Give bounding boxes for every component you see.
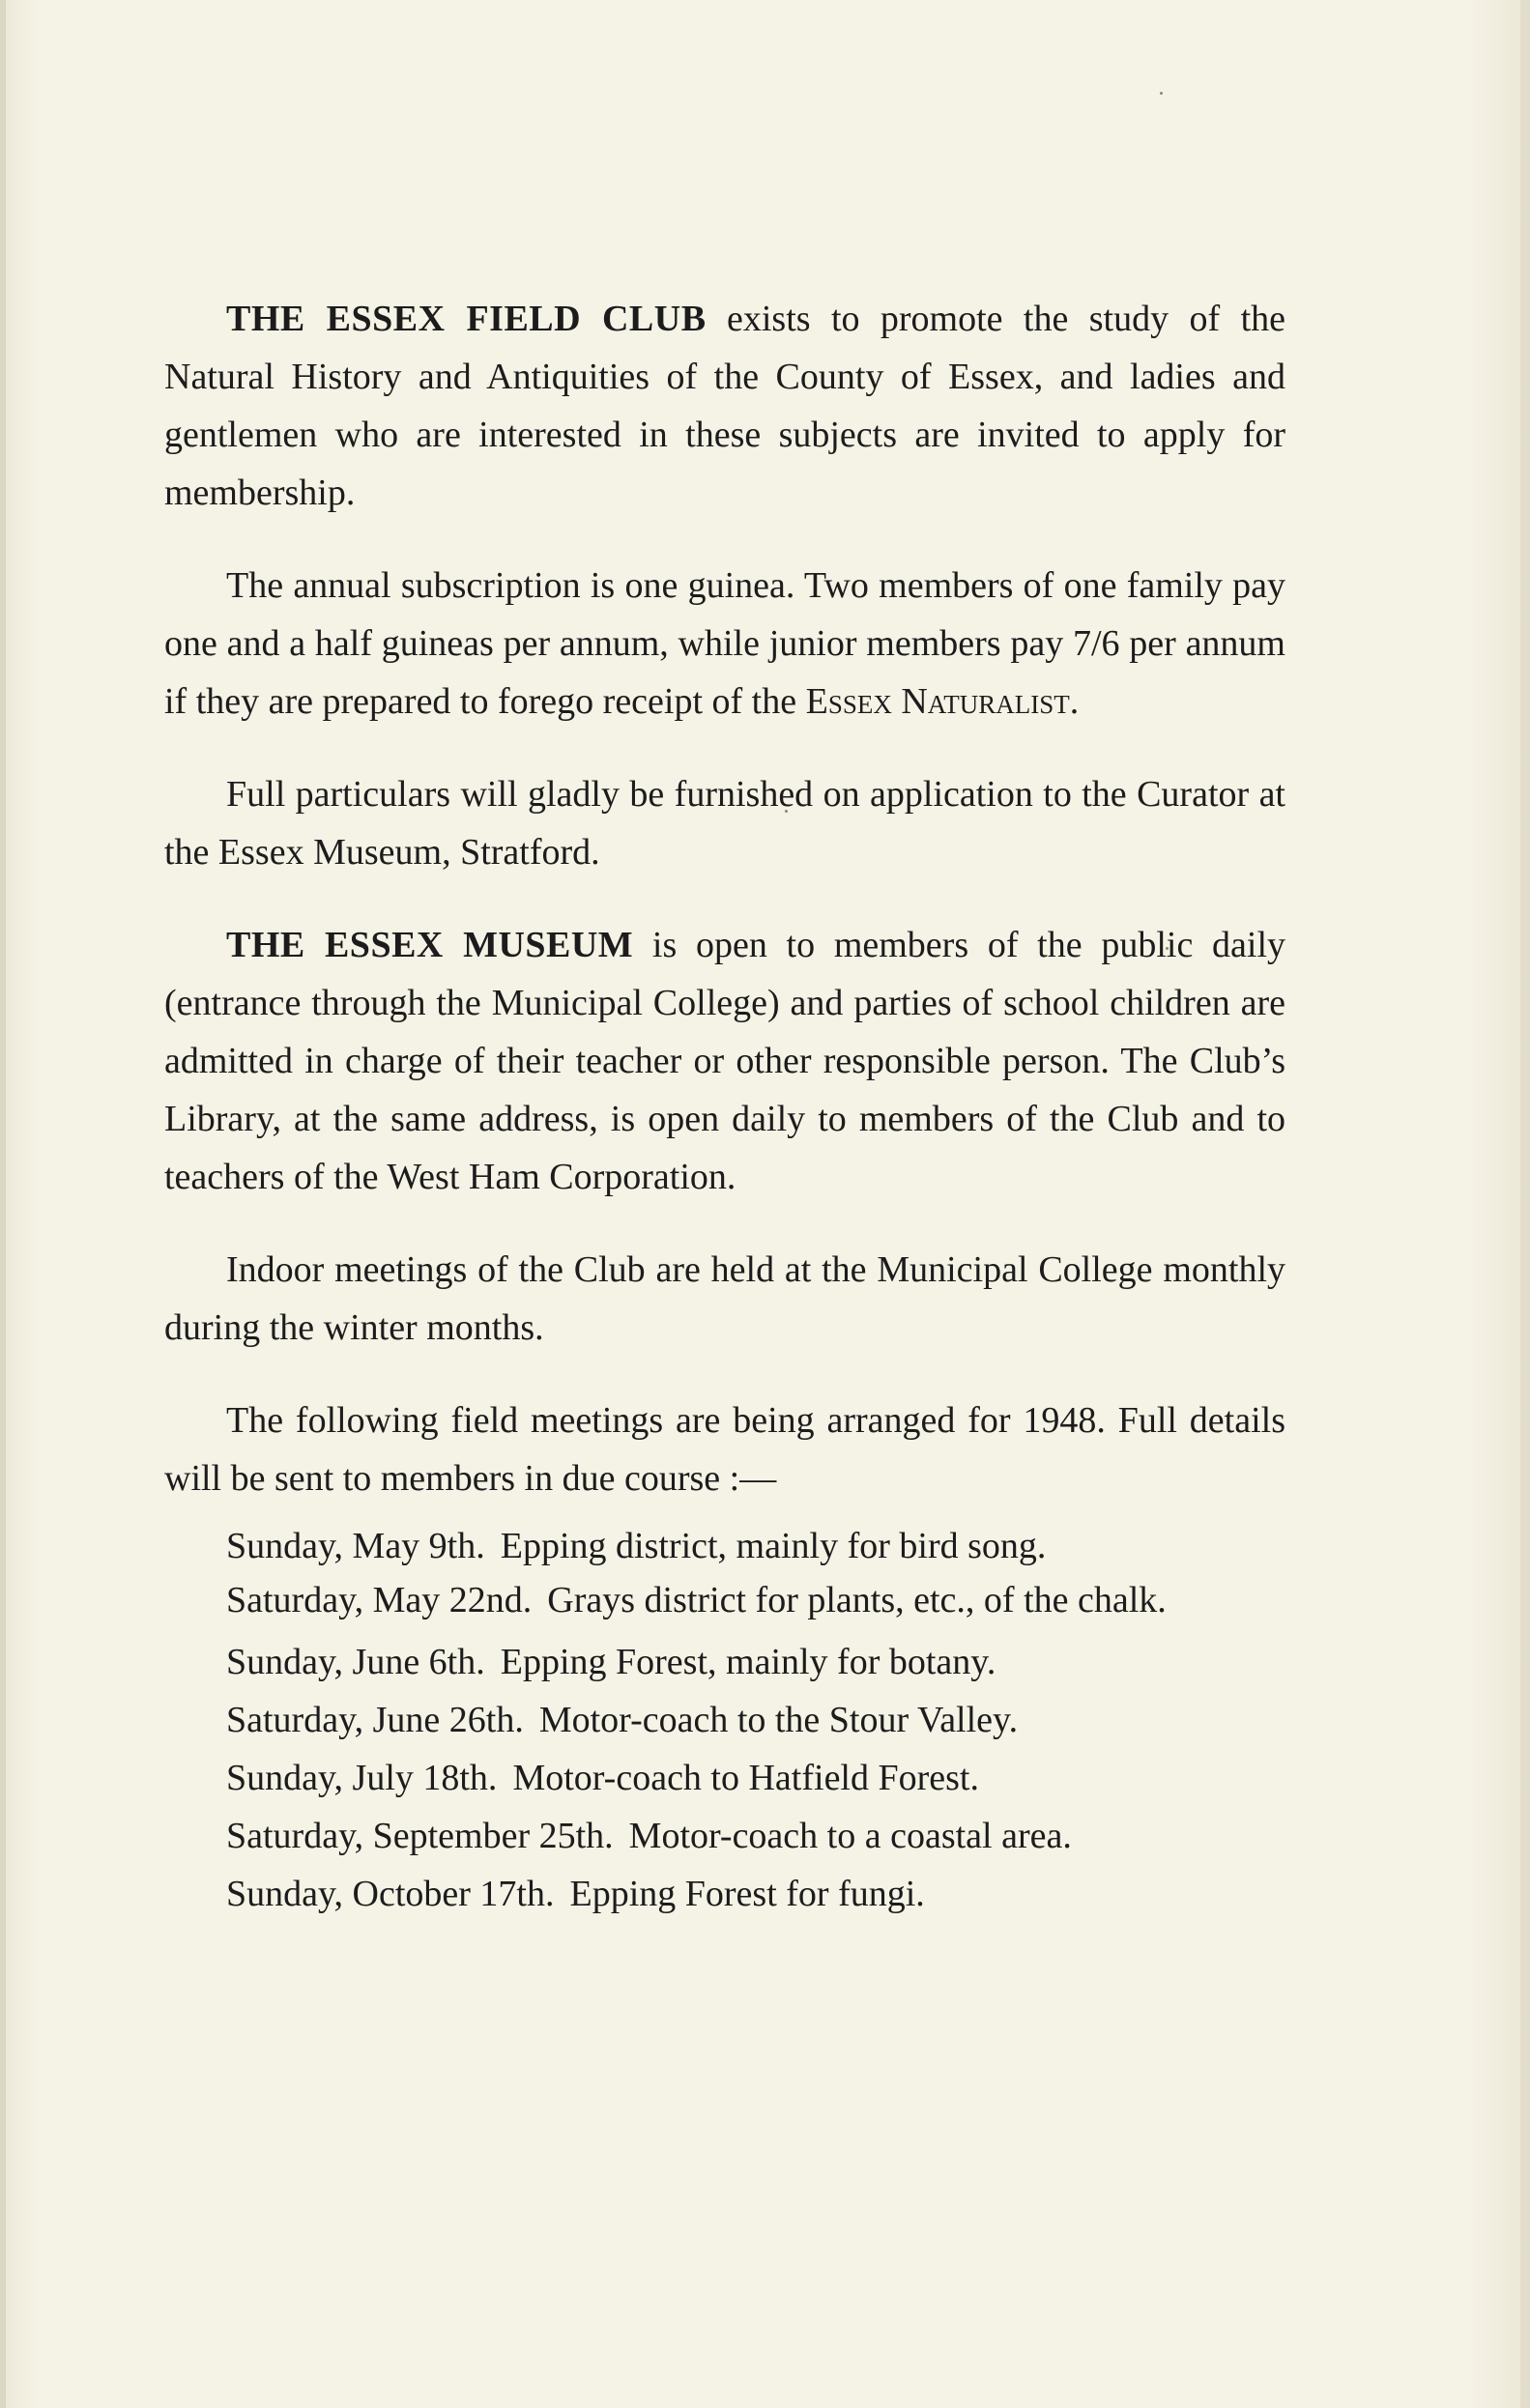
list-item [226, 1691, 1285, 1749]
museum-name: THE ESSEX MUSEUM [226, 925, 634, 965]
museum-paragraph [164, 916, 1285, 1206]
list-item [226, 1865, 1285, 1923]
meeting-description: Epping Forest for fungi. [569, 1874, 925, 1914]
page-left-edge [0, 0, 6, 2408]
list-item [226, 1807, 1285, 1865]
list-item [226, 1749, 1285, 1807]
meeting-date: Saturday, September 25th. [226, 1816, 614, 1856]
meeting-date: Sunday, May 9th. [226, 1526, 485, 1566]
club-name: THE ESSEX FIELD CLUB [226, 299, 707, 339]
indoor-meetings-paragraph [164, 1241, 1285, 1357]
indoor-meetings-text: Indoor meetings of the Club are held at the Municipal College monthly during the winter months. [164, 1249, 1285, 1348]
intro-text: exists to promote the study of the Natural History and Antiquities of the County of Essex, and ladies and gentlemen who are interested in these subjects are invited to apply for membership. [164, 299, 1285, 513]
publication-name: Essex Naturalist [805, 681, 1070, 722]
page-right-edge [1520, 0, 1530, 2408]
particulars-text: Full particulars will gladly be furnished on application to the Curator at the Essex Museum, Stratford. [164, 774, 1285, 873]
meeting-description: Motor-coach to Hatfield Forest. [512, 1758, 979, 1798]
meeting-date: Sunday, October 17th. [226, 1874, 555, 1914]
meeting-date: Sunday, June 6th. [226, 1642, 485, 1682]
list-item [226, 1517, 1285, 1575]
subscription-end: . [1069, 681, 1080, 722]
intro-paragraph [164, 290, 1285, 522]
particulars-paragraph [164, 765, 1285, 881]
field-meetings-list [226, 1517, 1285, 1923]
meeting-description: Grays district for plants, etc., of the chalk. [547, 1580, 1167, 1620]
paper-speck [1160, 92, 1163, 95]
subscription-paragraph [164, 557, 1285, 731]
field-meetings-paragraph [164, 1391, 1285, 1507]
meeting-description: Motor-coach to the Stour Valley. [538, 1700, 1019, 1740]
meeting-description: Epping Forest, mainly for botany. [500, 1642, 996, 1682]
document-body [164, 290, 1285, 1923]
meeting-date: Saturday, May 22nd. [226, 1580, 533, 1620]
meeting-date: Sunday, July 18th. [226, 1758, 498, 1798]
meeting-date: Saturday, June 26th. [226, 1700, 524, 1740]
museum-text: is open to members of the public daily (entrance through the Municipal College) and parties of school children are admitted in charge of their teacher or other responsible person. The Club’s Library, at the same address, is open daily to members of the Club and to teachers of the West Ham Corporation. [164, 925, 1286, 1197]
subscription-text: The annual subscription is one guinea. Two members of one family pay one and a half guineas per annum, while junior members pay 7/6 per annum if they are prepared to forego receipt of the [164, 565, 1285, 722]
list-item [226, 1633, 1285, 1691]
meeting-description: Motor-coach to a coastal area. [628, 1816, 1072, 1856]
list-item [226, 1575, 1285, 1625]
meeting-description: Epping district, mainly for bird song. [500, 1526, 1047, 1566]
field-meetings-text: The following field meetings are being arranged for 1948. Full details will be sent to members in due course :— [164, 1400, 1285, 1499]
